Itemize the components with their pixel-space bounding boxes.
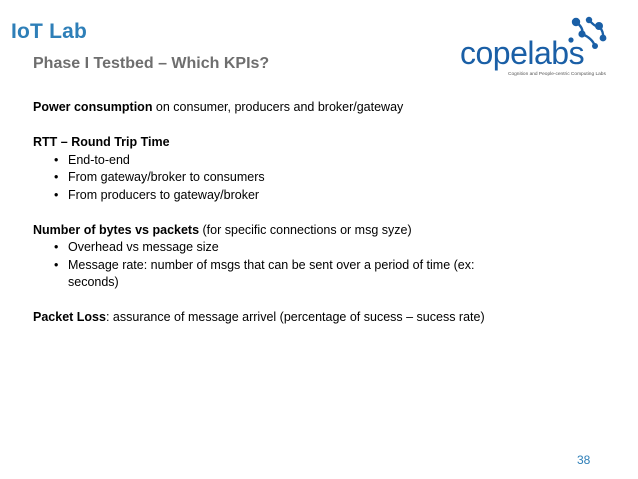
kpi-bytes-text: (for specific connections or msg syze) [199,222,412,237]
kpi-power-text: on consumer, producers and broker/gateway [152,100,404,114]
kpi-rtt [33,134,613,204]
kpi-rtt-term: RTT – Round Trip Time [33,135,170,149]
page-number: 38 [577,453,591,467]
bullet-item: • End-to-end [54,152,613,170]
kpi-bytes-list [33,239,613,292]
bullet-item: • Message rate: number of msgs that can be sent over a period of time (ex: seconds) [54,257,528,292]
kpi-loss [33,309,613,327]
kpi-bytes [33,222,613,292]
kpi-loss-term: Packet Loss [33,310,106,324]
bullet-item: • Overhead vs message size [54,239,613,257]
kpi-bytes-term: Number of bytes vs packets [33,222,200,237]
kpi-power-term: Power consumption [33,100,153,114]
kpi-rtt-list [33,152,613,205]
kpi-power [33,99,613,117]
bullet-item: • From producers to gateway/broker [54,187,613,205]
copelabs-logo [458,14,618,78]
logo-tagline: Cognition and People-centric Computing Labs [508,72,606,77]
logo-wordmark: copelabs [460,35,585,71]
slide-title: IoT Lab [11,20,88,43]
slide-subtitle: Phase I Testbed – Which KPIs? [33,55,270,72]
slide-body [33,99,613,344]
kpi-loss-text: : assurance of message arrivel (percentage of sucess – sucess rate) [105,310,485,324]
bullet-item: • From gateway/broker to consumers [54,169,613,187]
